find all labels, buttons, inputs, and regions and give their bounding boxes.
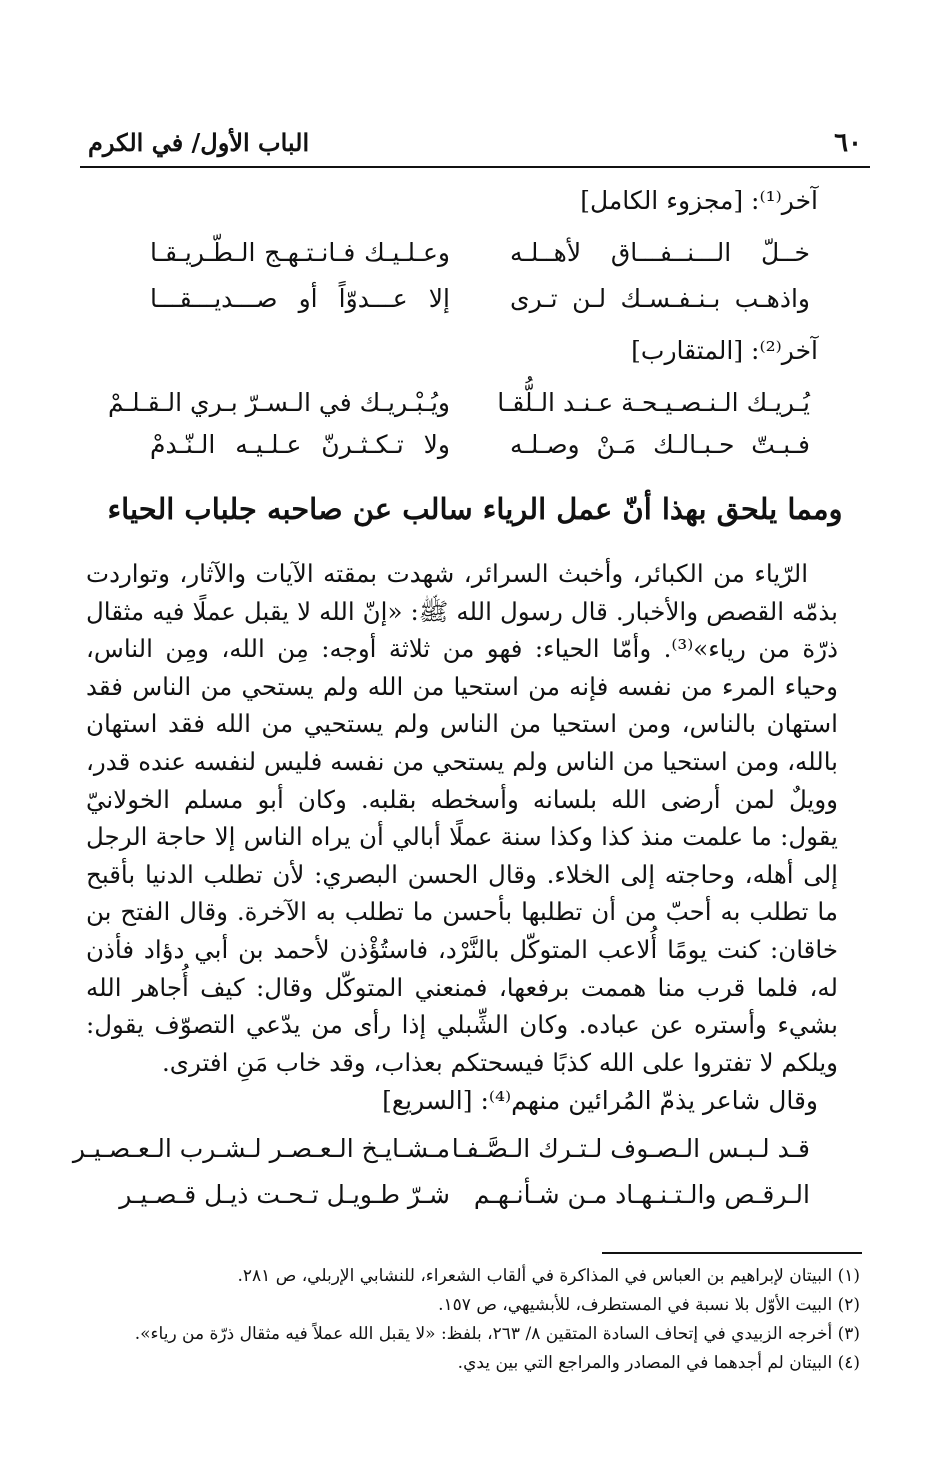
verse-line — [119, 1180, 810, 1220]
verse-first-half: الـرقـص والـتـنـهـاد مـن شـأنـهـم — [473, 1180, 810, 1209]
verse-first-half: واذهـب بـنـفـسـك لـن تـرى — [510, 284, 810, 313]
verse-second-half: ولا تـكـثـرنّ عـلـيـه الـنّـدمْ — [150, 430, 450, 459]
poem-label: آخر⁽¹⁾: [مجزوء الكامل] — [580, 186, 818, 215]
verse-line — [72, 1134, 810, 1174]
verse-second-half: إلا عـــدوّاً أو صـــديـــقـــا — [150, 284, 450, 313]
page-header — [80, 124, 870, 164]
verse-second-half: وعـلـيـك فـانـتـهـج الـطّـريـقـا — [150, 238, 450, 267]
verse-line — [150, 430, 810, 470]
verse-first-half: يُـريـك الـنـصـيـحـة عـنـد الـلُّقـا — [497, 388, 810, 417]
verse-line — [150, 284, 810, 324]
footnote: (٤) البيتان لم أجدهما في المصادر والمراجع التي بين يدي. — [457, 1353, 860, 1373]
verse-first-half: خــلّ الـــنــفـــاق لأهــلـه — [510, 238, 810, 267]
verse-first-half: فـبـتّ حـبـالـك مَـنْ وصـلـه — [510, 430, 810, 459]
footnote: (٣) أخرجه الزبيدي في إتحاف السادة المتقين ٨/ ٢٦٣، بلفظ: «لا يقبل الله عملاً فيه مثقال ذرّة من رياء». — [134, 1324, 860, 1344]
body-paragraph: الرّياء من الكبائر، وأخبث السرائر، شهدت بمقته الآيات والآثار، وتواردت بذمّه القصص والأخبار. قال رسول الله ﷺ: «إنّ الله لا يقبل عملًا فيه مثقال ذرّة من رياء»⁽³⁾. وأمّا الحياء: فهو من ثلاثة أوجه: مِن الله، ومِن الناس، وحياء المرء من نفسه فإنه من استحيا من الله ولم يستحي من الناس فقد استهان بالناس، ومن استحيا من الناس ولم يستحيي من الله فقد استهان بالله، ومن استحيا من الناس ولم يستحي من نفسه فليس لنفسه عنده قدر، وويلٌ لمن أرضى الله بلسانه وأسخطه بقلبه. وكان أبو مسلم الخولانيّ يقول: ما علمت منذ كذا وكذا سنة عملًا أبالي أن يراه الناس إلا حاجة الرجل إلى أهله، وحاجته إلى الخلاء. وقال الحسن البصري: لأن تطلب الدنيا بأقبح ما تطلب به أحبّ من أن تطلبها بأحسن ما تطلب به الآخرة. وقال الفتح بن خاقان: كنت يومًا أُلاعب المتوكّل بالنَّرْد، فاستُؤْذن لأحمد بن أبي دؤاد فأذن له، فلما قرب منا هممت برفعها، فمنعني المتوكّل وقال: كيف أُجاهر الله بشيء وأستره عن عباده. وكان الشِّبلي إذا رأى من يدّعي التصوّف يقول: ويلكم لا تفتروا على الله كذبًا فيسحتكم بعذاب، وقد خاب مَنِ افترى. — [86, 559, 838, 1077]
footnote-rule — [602, 1252, 862, 1254]
verse-line — [150, 238, 810, 278]
footnotes — [120, 1262, 860, 1378]
verse-second-half: شـرّ طـويـل تـحـت ذيـل قـصـيـر — [119, 1180, 450, 1209]
poem-label: آخر⁽²⁾: [المتقارب] — [631, 336, 818, 365]
footnote: (٢) البيت الأوّل بلا نسبة في المستطرف، للأبشيهي، ص ١٥٧. — [438, 1295, 860, 1315]
page-number: ٦٠ — [834, 128, 862, 158]
verse-line — [108, 388, 810, 428]
footnote: (١) البيتان لإبراهيم بن العباس في المذاكرة في ألقاب الشعراء، للنشابي الإربلي، ص ٢٨١. — [237, 1266, 860, 1286]
header-rule — [80, 166, 870, 168]
section-heading: ومما يلحق بهذا أنّ عمل الرياء سالب عن صاحبه جلباب الحياء — [107, 492, 843, 526]
verse-second-half: مـشـايـخ الـعـصـر لـشـرب الـعـصـيـر — [72, 1134, 450, 1163]
verse-first-half: قـد لـبـس الـصـوف لـتـرك الـصَّـفـا — [451, 1134, 810, 1163]
running-title: الباب الأول/ في الكرم — [88, 128, 310, 157]
poem-label: وقال شاعر يذمّ المُرائين منهم⁽⁴⁾: [السريع] — [382, 1086, 818, 1115]
verse-second-half: ويُـبْـريـك في الـسـرّ بـري الـقـلـمْ — [108, 388, 450, 417]
